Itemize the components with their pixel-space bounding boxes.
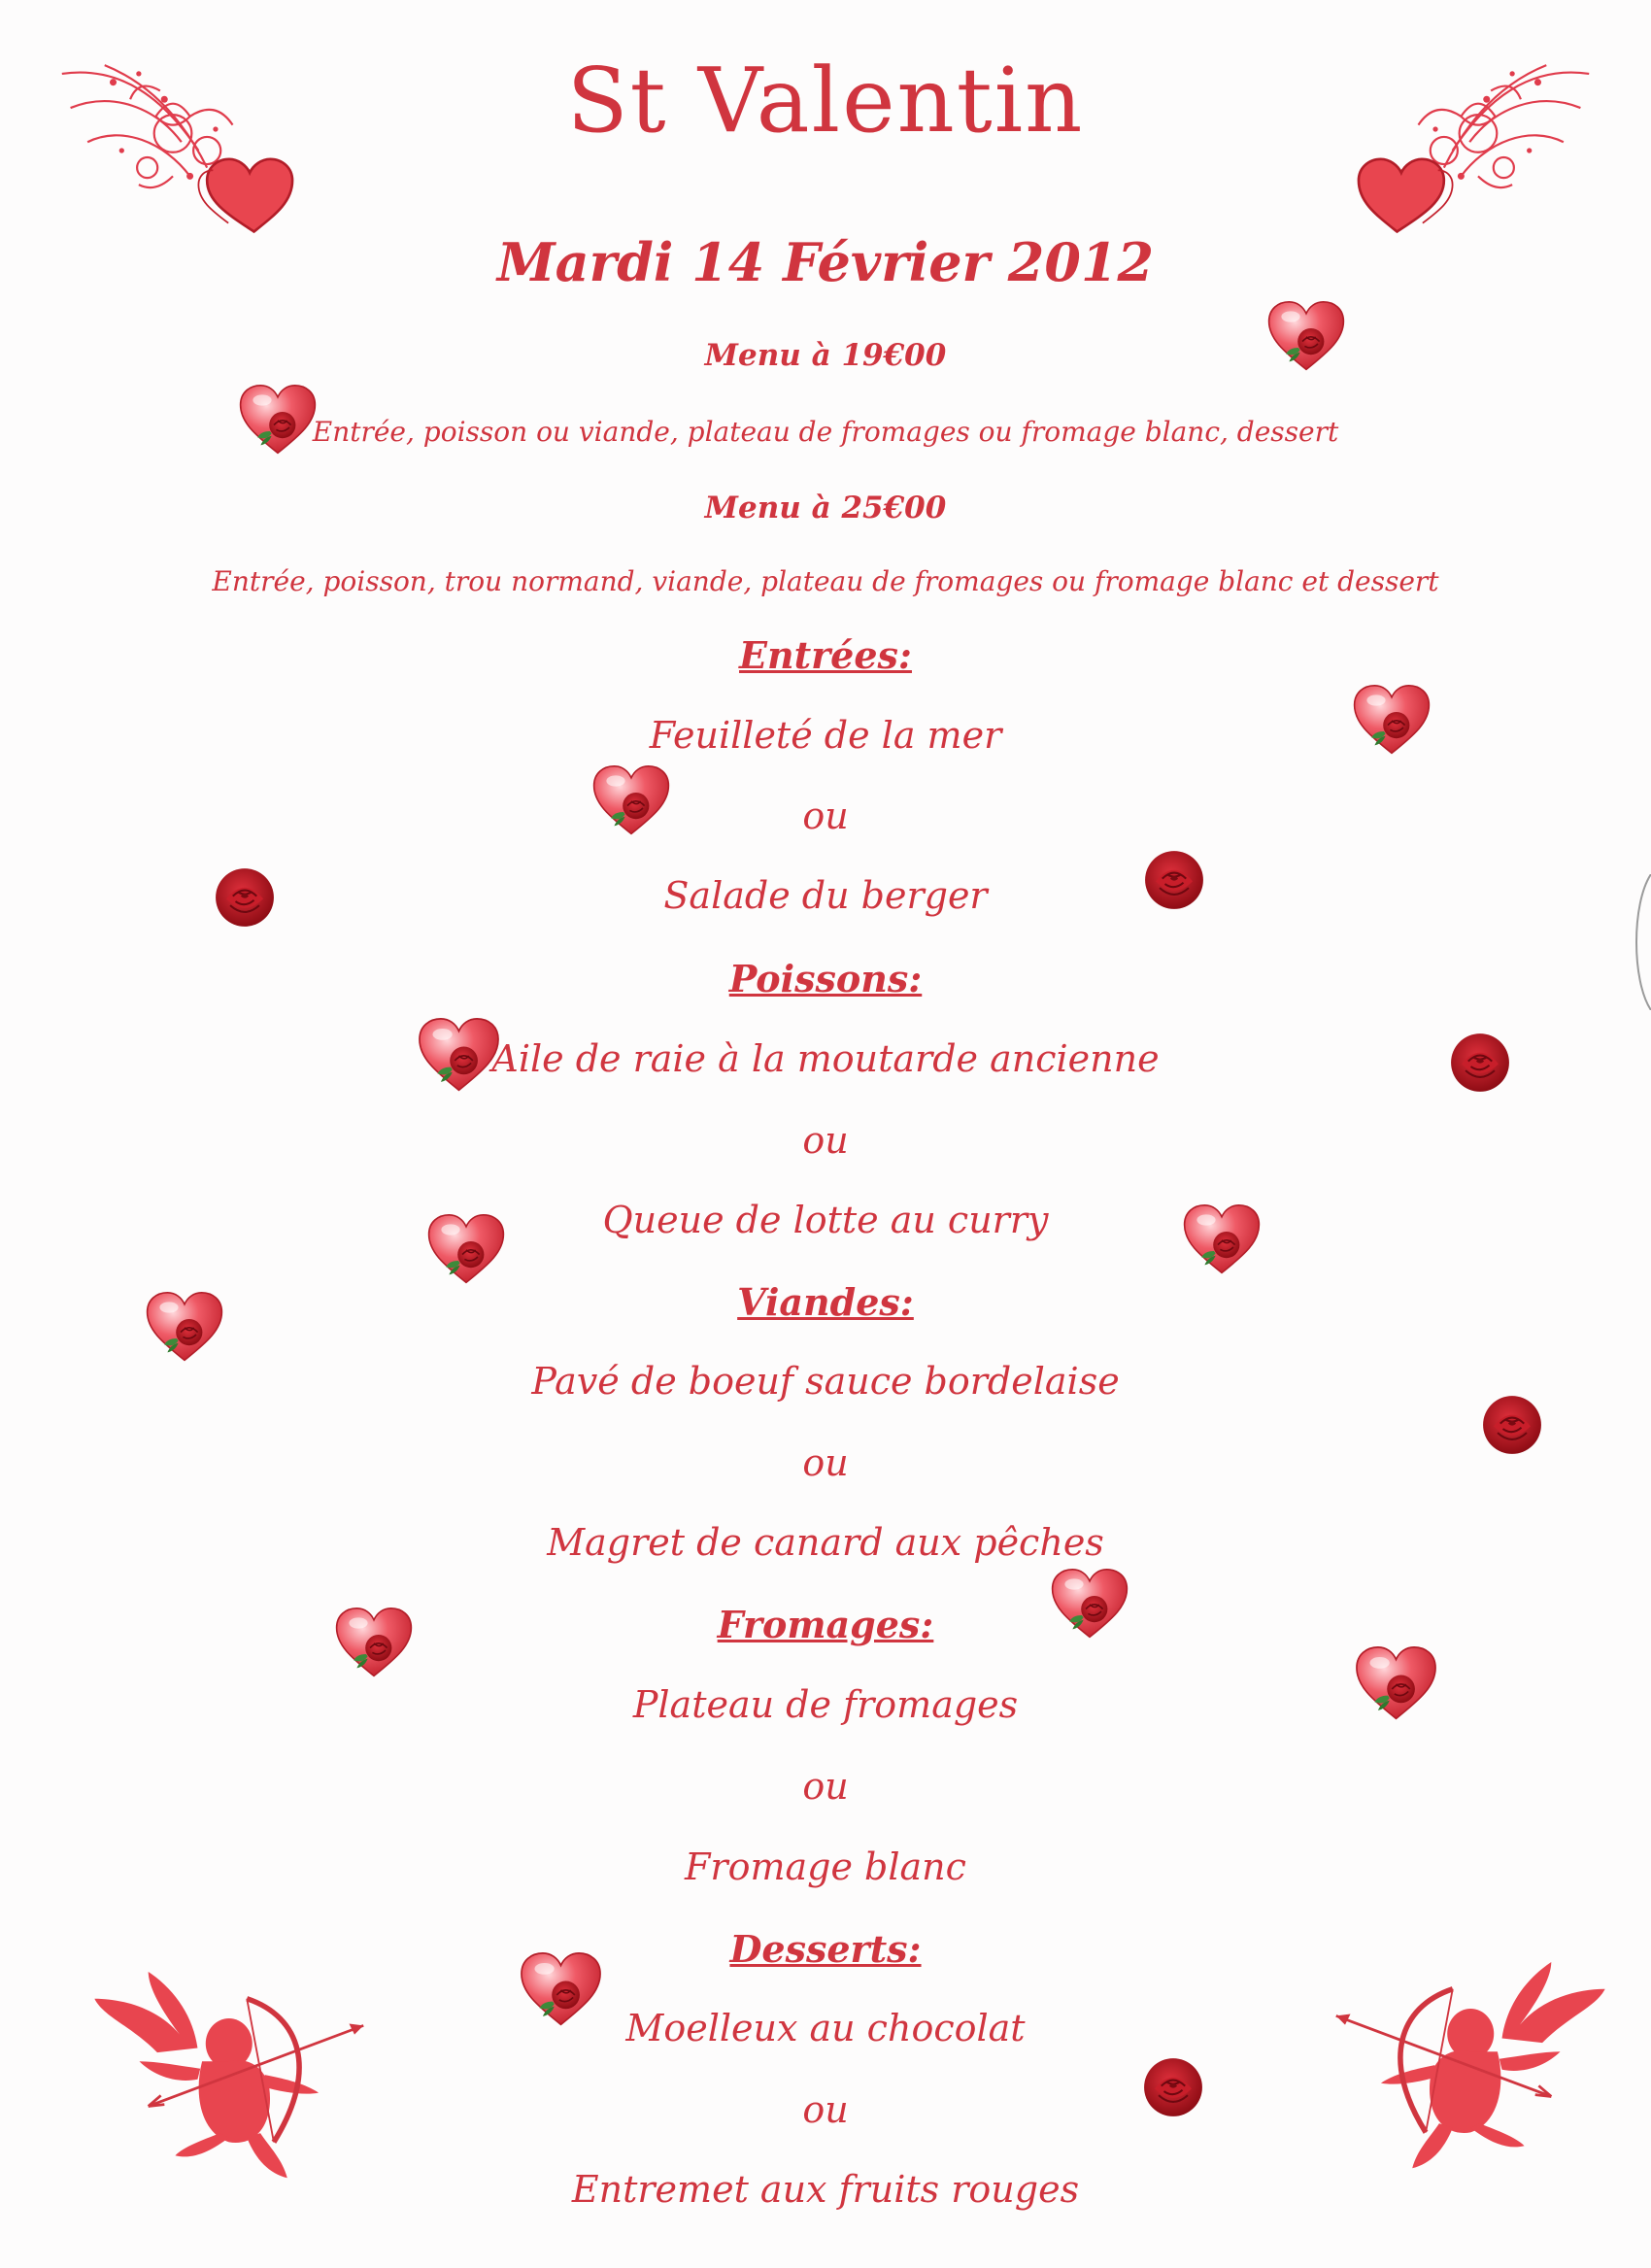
section-heading-desserts: Desserts:	[729, 1927, 922, 1971]
section-heading-poissons: Poissons:	[728, 957, 923, 1000]
cupid-icon	[1306, 1962, 1617, 2195]
menu-item: Pavé de boeuf sauce bordelaise	[531, 1360, 1120, 1403]
or-separator: ou	[802, 1765, 849, 1808]
menu-item: Magret de canard aux pêches	[547, 1521, 1104, 1564]
menu-item: Fromage blanc	[685, 1845, 966, 1888]
menu-item: Aile de raie à la moutarde ancienne	[491, 1037, 1160, 1080]
event-date: Mardi 14 Février 2012	[496, 231, 1155, 293]
menu-item: Entremet aux fruits rouges	[571, 2168, 1080, 2211]
menu-item: Feuilleté de la mer	[649, 714, 1002, 757]
menu-item: Moelleux au chocolat	[625, 2007, 1026, 2049]
page-title: St Valentin	[566, 49, 1085, 152]
or-separator: ou	[802, 2088, 849, 2131]
menu-description: Entrée, poisson ou viande, plateau de fromages ou fromage blanc, dessert	[312, 416, 1339, 448]
menu-price: Menu à 19€00	[704, 338, 947, 373]
menu-item: Salade du berger	[663, 874, 988, 917]
menu-item: Plateau de fromages	[632, 1683, 1019, 1726]
or-separator: ou	[802, 795, 849, 837]
section-heading-fromages: Fromages:	[717, 1603, 934, 1646]
or-separator: ou	[802, 1119, 849, 1162]
or-separator: ou	[802, 1441, 849, 1484]
section-heading-viandes: Viandes:	[737, 1280, 914, 1324]
section-heading-entrees: Entrées:	[739, 633, 912, 677]
menu-description: Entrée, poisson, trou normand, viande, plateau de fromages ou fromage blanc et dessert	[212, 565, 1439, 597]
menu-price: Menu à 25€00	[704, 491, 947, 525]
menu-item: Queue de lotte au curry	[602, 1199, 1049, 1241]
